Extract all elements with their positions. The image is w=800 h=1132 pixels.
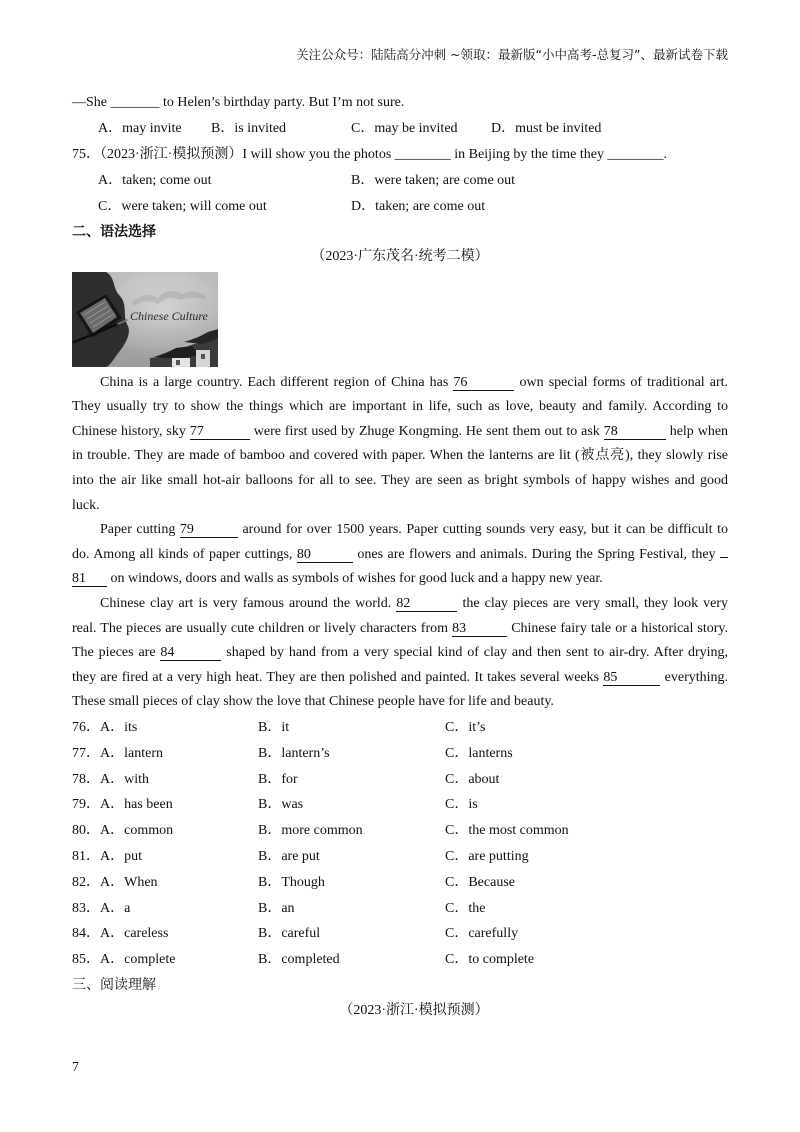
passage-text: Paper cutting <box>100 522 176 538</box>
multiple-choice-block <box>72 90 728 220</box>
option-a: A．complete <box>100 952 176 968</box>
section-title: 二、语法选择 <box>72 225 156 240</box>
q75-option-b: B．were taken; are come out <box>351 173 516 188</box>
option-c: C．is <box>445 797 478 813</box>
question-number: 85． <box>72 952 100 968</box>
option-a: A．common <box>100 823 174 839</box>
option-b: B．was <box>258 797 304 813</box>
question-row <box>72 792 728 818</box>
option-a-cell <box>72 921 258 947</box>
blank-79: 79 <box>180 522 238 538</box>
passage-line <box>72 690 728 715</box>
passage-text: luck. <box>72 497 100 513</box>
option-a-cell <box>72 870 258 896</box>
passage-line <box>72 543 728 568</box>
passage-line <box>72 469 728 494</box>
option-b: B．an <box>258 900 295 916</box>
option-b: B．it <box>258 720 290 736</box>
page-number: 7 <box>72 1060 79 1075</box>
passage-line <box>72 420 728 445</box>
q74-option-b: B．is invited <box>211 121 287 136</box>
question-row <box>72 844 728 870</box>
passage-text: the clay pieces are very small, they look very <box>462 596 729 612</box>
passage-text: They usually try to show the things which are important in life, such as love, beauty and family. According to <box>72 399 728 415</box>
option-b: B．are put <box>258 849 320 865</box>
page-header: 关注公众号：陆陆高分冲刺 ~领取：最新版“小中高考-总复习”、最新试卷下载 <box>296 47 728 62</box>
question-row <box>72 896 728 922</box>
option-a: A．with <box>100 771 149 787</box>
option-a-cell <box>72 741 258 767</box>
q75-options-row-1 <box>72 168 728 194</box>
passage-text: were first used by Zhuge Kongming. He sent them out to ask <box>253 423 600 439</box>
q75-stem: 75．（2023·浙江·模拟预测）I will show you the photos ________ in Beijing by the time they ________. <box>72 147 667 162</box>
chinese-culture-illustration <box>72 272 218 367</box>
question-row <box>72 741 728 767</box>
blank-83: 83 <box>452 621 507 637</box>
blank-82: 82 <box>396 596 457 612</box>
question-number: 78． <box>72 771 100 787</box>
passage-text: ones are flowers and animals. During the Spring Festival, they <box>357 546 716 562</box>
question-row <box>72 818 728 844</box>
blank-76: 76 <box>453 375 514 391</box>
blank-78: 78 <box>604 424 666 440</box>
passage-line <box>72 666 728 691</box>
option-a: A．put <box>100 849 142 865</box>
image-caption: Chinese Culture <box>130 309 208 323</box>
passage-line <box>72 395 728 420</box>
question-number: 82． <box>72 874 100 890</box>
blank-84: 84 <box>160 645 221 661</box>
question-row <box>72 947 728 973</box>
passage-text: everything. <box>664 669 729 685</box>
passage-text: China is a large country. Each different region of China has <box>100 374 449 390</box>
blank-80: 80 <box>297 547 353 563</box>
option-c: C．about <box>445 771 500 787</box>
passage-text: real. The pieces are usually cute children or lively characters from <box>72 620 449 636</box>
question-number: 79． <box>72 797 100 813</box>
section-title: 三、阅读理解 <box>72 977 156 993</box>
option-a-cell <box>72 715 258 741</box>
cloze-passage <box>72 371 728 715</box>
option-a-cell <box>72 818 258 844</box>
option-b: B．Though <box>258 874 325 890</box>
passage-line <box>72 592 728 617</box>
blank-85: 85 <box>603 670 660 686</box>
option-a: A．has been <box>100 797 173 813</box>
passage-text: Chinese history, sky <box>72 423 186 439</box>
question-number: 83． <box>72 900 100 916</box>
passage-text: These small pieces of clay show the love that Chinese people have for life and beauty. <box>72 694 554 710</box>
q74-options <box>72 116 728 142</box>
option-a: A．a <box>100 900 131 916</box>
option-a-cell <box>72 767 258 793</box>
question-number: 81． <box>72 849 100 865</box>
q74-option-a: A．may invite <box>98 121 182 136</box>
option-a-cell <box>72 947 258 973</box>
option-a: A．careless <box>100 926 169 942</box>
passage-line <box>72 567 728 592</box>
q74-stem: —She _______ to Helen’s birthday party. But I’m not sure. <box>72 95 405 110</box>
option-a-cell <box>72 896 258 922</box>
q75-option-d: D．taken; are come out <box>351 199 486 214</box>
option-b: B．completed <box>258 952 340 968</box>
question-row <box>72 715 728 741</box>
cloze-options-table <box>72 715 728 973</box>
passage-line <box>72 494 728 519</box>
q75-option-a: A．taken; come out <box>98 173 212 188</box>
option-a-cell <box>72 844 258 870</box>
passage-text: do. Among all kinds of paper cuttings, <box>72 546 293 562</box>
passage-line <box>72 641 728 666</box>
question-number: 80． <box>72 823 100 839</box>
passage-line <box>72 371 728 396</box>
passage-text: around for over 1500 years. Paper cutting sounds very easy, but it can be difficult to <box>242 522 729 538</box>
question-number: 76． <box>72 720 100 736</box>
option-c: C．lanterns <box>445 745 513 761</box>
option-c: C．carefully <box>445 926 519 942</box>
q75-option-c: C．were taken; will come out <box>98 199 267 214</box>
option-a: A．lantern <box>100 745 163 761</box>
passage-text: help when <box>669 423 729 439</box>
passage-line <box>72 444 728 469</box>
option-c: C．Because <box>445 874 515 890</box>
passage-text: Chinese fairy tale or a historical story. <box>511 620 729 636</box>
section-source: （2023·广东茂名·统考二模） <box>311 249 489 264</box>
passage-text: into the air like small hot-air balloons for all to see. They are seen as bright symbols of happy wishes and good <box>72 473 728 489</box>
passage-text: The pieces are <box>72 645 156 661</box>
option-c: C．the most common <box>445 823 569 839</box>
question-number: 84． <box>72 926 100 942</box>
option-c: C．are putting <box>445 849 529 865</box>
blank-81-start <box>720 557 728 558</box>
question-row <box>72 870 728 896</box>
passage-text: shaped by hand from a very special kind of clay and then sent to air-dry. After drying, <box>226 645 729 661</box>
option-b: B．for <box>258 771 298 787</box>
q74-option-d: D．must be invited <box>491 121 602 136</box>
option-a: A．its <box>100 720 138 736</box>
question-row <box>72 921 728 947</box>
option-a: A．When <box>100 874 158 890</box>
option-c: C．it’s <box>445 720 486 736</box>
passage-text: own special forms of traditional art. <box>519 374 729 390</box>
q75-options-row-2 <box>72 194 728 220</box>
option-a-cell <box>72 792 258 818</box>
passage-line <box>72 518 728 543</box>
question-number: 77． <box>72 745 100 761</box>
option-c: C．to complete <box>445 952 535 968</box>
blank-77: 77 <box>190 424 250 440</box>
option-b: B．careful <box>258 926 321 942</box>
question-row <box>72 767 728 793</box>
passage-text: they are fired at a very high heat. They are then polished and painted. It takes several weeks <box>72 669 600 685</box>
blank-81: 81 <box>72 571 107 587</box>
passage-line <box>72 617 728 642</box>
q74-option-c: C．may be invited <box>351 121 458 136</box>
option-c: C．the <box>445 900 486 916</box>
passage-text: Chinese clay art is very famous around the world. <box>100 596 392 612</box>
passage-text: in trouble. They are made of bamboo and covered with paper. When the lanterns are lit (被点亮), they slowly rise <box>72 448 728 464</box>
passage-text: on windows, doors and walls as symbols of wishes for good luck and a happy new year. <box>110 571 603 587</box>
option-b: B．more common <box>258 823 363 839</box>
option-b: B．lantern’s <box>258 745 330 761</box>
section-source: （2023·浙江·模拟预测） <box>339 1003 489 1018</box>
